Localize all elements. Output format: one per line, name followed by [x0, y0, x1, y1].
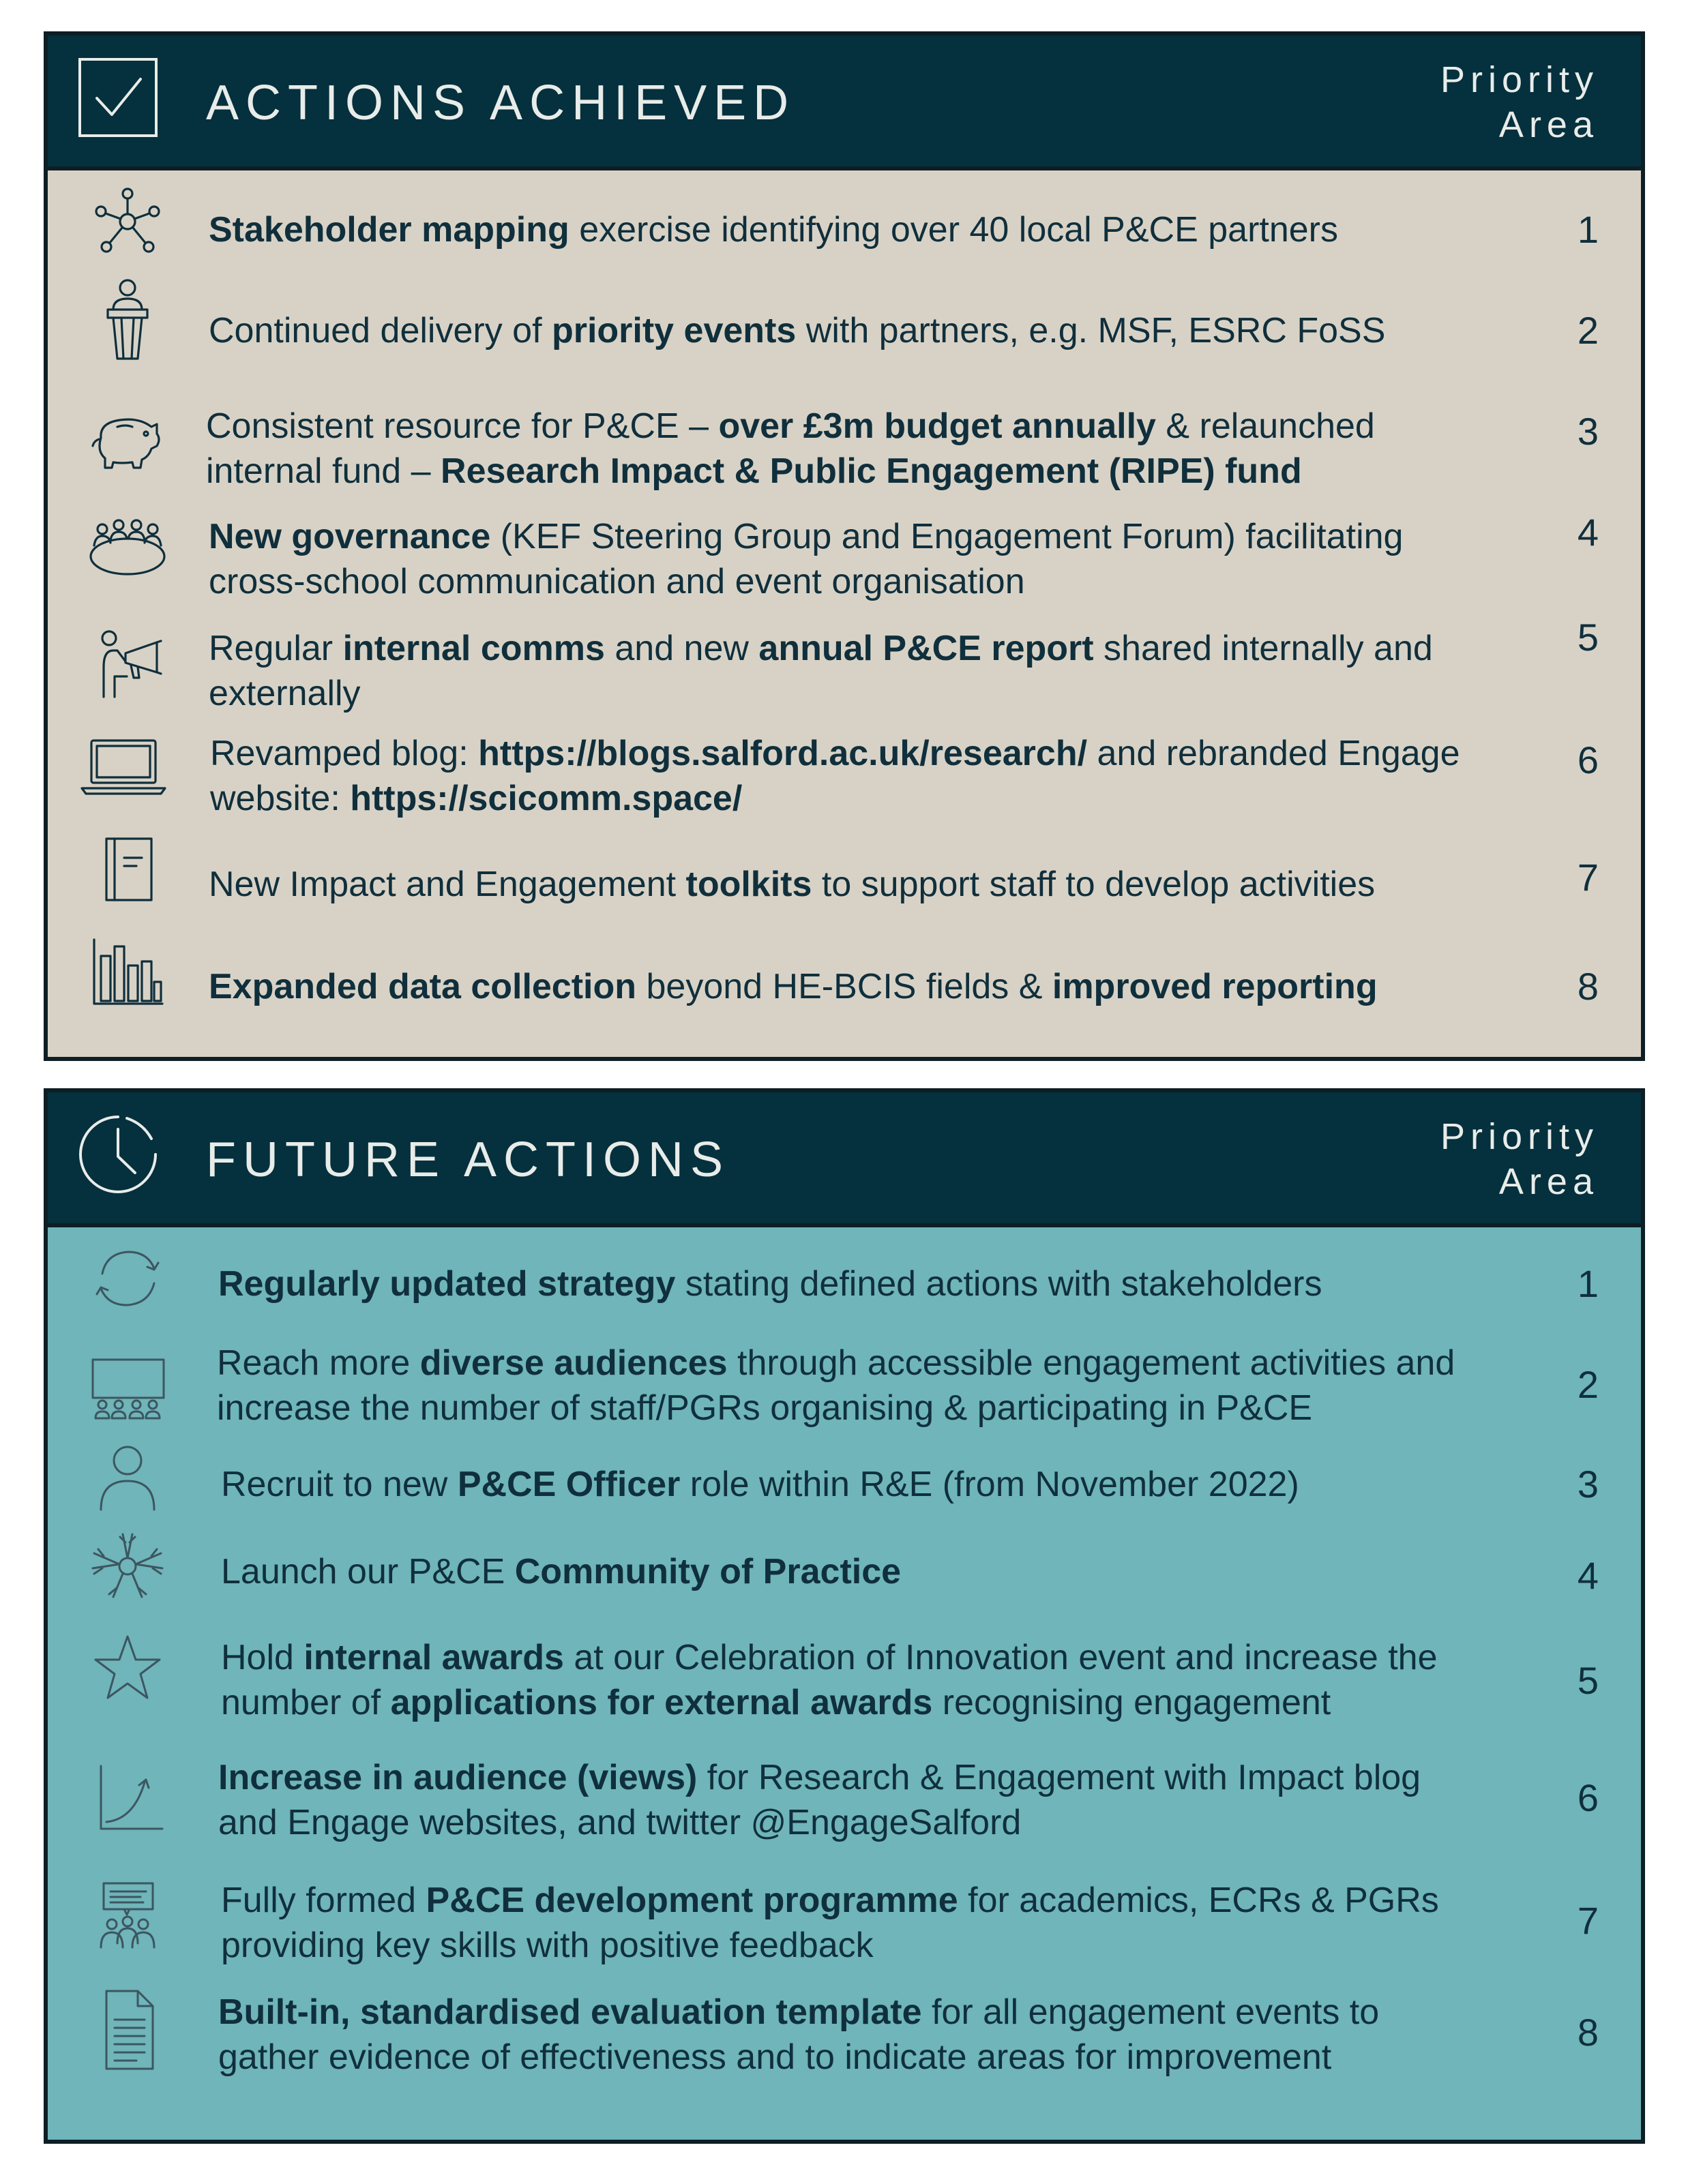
actions-achieved-header: [48, 35, 1641, 170]
action-text: Consistent resource for P&CE – over £3m budget annually & relaunched internal fund – Research Impact & Public Engagement (RIPE) fund: [206, 406, 1375, 491]
priority-number: 7: [1577, 856, 1599, 899]
growth-chart-icon: [86, 1762, 169, 1837]
action-text: New governance (KEF Steering Group and Engagement Forum) facilitating cross-school communication and event organisation: [209, 517, 1404, 601]
action-text: Continued delivery of priority events with partners, e.g. MSF, ESRC FoSS: [209, 311, 1386, 350]
action-text: Regularly updated strategy stating defined actions with stakeholders: [218, 1264, 1322, 1304]
action-text: Built-in, standardised evaluation template for all engagement events to gather evidence of effectiveness and to indicate areas for improvement: [218, 1992, 1380, 2077]
action-text: Expanded data collection beyond HE-BCIS fields & improved reporting: [209, 967, 1378, 1006]
priority-number: 2: [1577, 309, 1599, 352]
future-actions-header: [48, 1092, 1641, 1227]
action-text: Regular internal comms and new annual P&CE report shared internally and externally: [209, 629, 1433, 713]
future-actions-panel: [44, 1088, 1645, 2144]
action-text: Hold internal awards at our Celebration of Innovation event and increase the number of applications for external awards recognising engagement: [221, 1638, 1438, 1722]
document-icon: [86, 1987, 169, 2076]
priority-number: 3: [1577, 1463, 1599, 1506]
priority-number: 3: [1577, 410, 1599, 453]
piggy-bank-icon: [86, 404, 169, 479]
action-text: New Impact and Engagement toolkits to support staff to develop activities: [209, 865, 1376, 904]
priority-number: 4: [1577, 1554, 1599, 1597]
priority-number: 5: [1577, 616, 1599, 659]
presentation-group-icon: [86, 1881, 169, 1956]
action-text: Increase in audience (views) for Research & Engagement with Impact blog and Engage websites, and twitter @EngageSalford: [218, 1758, 1421, 1842]
priority-number: 7: [1577, 1899, 1599, 1942]
person-icon: [86, 1441, 169, 1516]
meeting-table-icon: [86, 514, 169, 589]
refresh-cycle-icon: [86, 1241, 169, 1316]
notebook-icon: [86, 832, 169, 907]
priority-number: 8: [1577, 965, 1599, 1008]
priority-area-label: Priority Area: [1440, 1116, 1599, 1202]
priority-area-label: Priority Area: [1440, 59, 1599, 145]
action-text: Revamped blog: https://blogs.salford.ac.uk/research/ and rebranded Engage website: https://scicomm.space/: [210, 734, 1460, 818]
priority-number: 2: [1577, 1363, 1599, 1406]
priority-number: 5: [1577, 1659, 1599, 1702]
megaphone-person-icon: [86, 626, 169, 701]
priority-number: 6: [1577, 1776, 1599, 1819]
clock-icon: [78, 1114, 158, 1195]
action-text: Stakeholder mapping exercise identifying over 40 local P&CE partners: [209, 210, 1338, 250]
audience-screen-icon: [86, 1357, 169, 1432]
priority-number: 8: [1577, 2011, 1599, 2054]
action-text: Launch our P&CE Community of Practice: [221, 1552, 902, 1591]
laptop-icon: [79, 731, 168, 806]
action-text: Reach more diverse audiences through accessible engagement activities and increase the number of staff/PGRs organising & participating in P&CE: [217, 1343, 1455, 1428]
checkbox-check-icon: [78, 57, 158, 138]
section-title: FUTURE ACTIONS: [206, 1133, 730, 1187]
priority-number: 6: [1577, 738, 1599, 781]
action-text: Recruit to new P&CE Officer role within R&E (from November 2022): [221, 1465, 1299, 1504]
podium-speaker-icon: [86, 274, 169, 363]
bar-chart-icon: [86, 933, 169, 1008]
star-icon: [86, 1632, 169, 1707]
action-text: Fully formed P&CE development programme for academics, ECRs & PGRs providing key skills with positive feedback: [221, 1881, 1439, 1965]
section-title: ACTIONS ACHIEVED: [206, 76, 796, 130]
priority-number: 1: [1577, 1262, 1599, 1305]
priority-number: 4: [1577, 511, 1599, 554]
priority-number: 1: [1577, 208, 1599, 251]
network-icon: [86, 184, 169, 259]
actions-achieved-panel: [44, 31, 1645, 1061]
hands-together-icon: [86, 1529, 169, 1604]
